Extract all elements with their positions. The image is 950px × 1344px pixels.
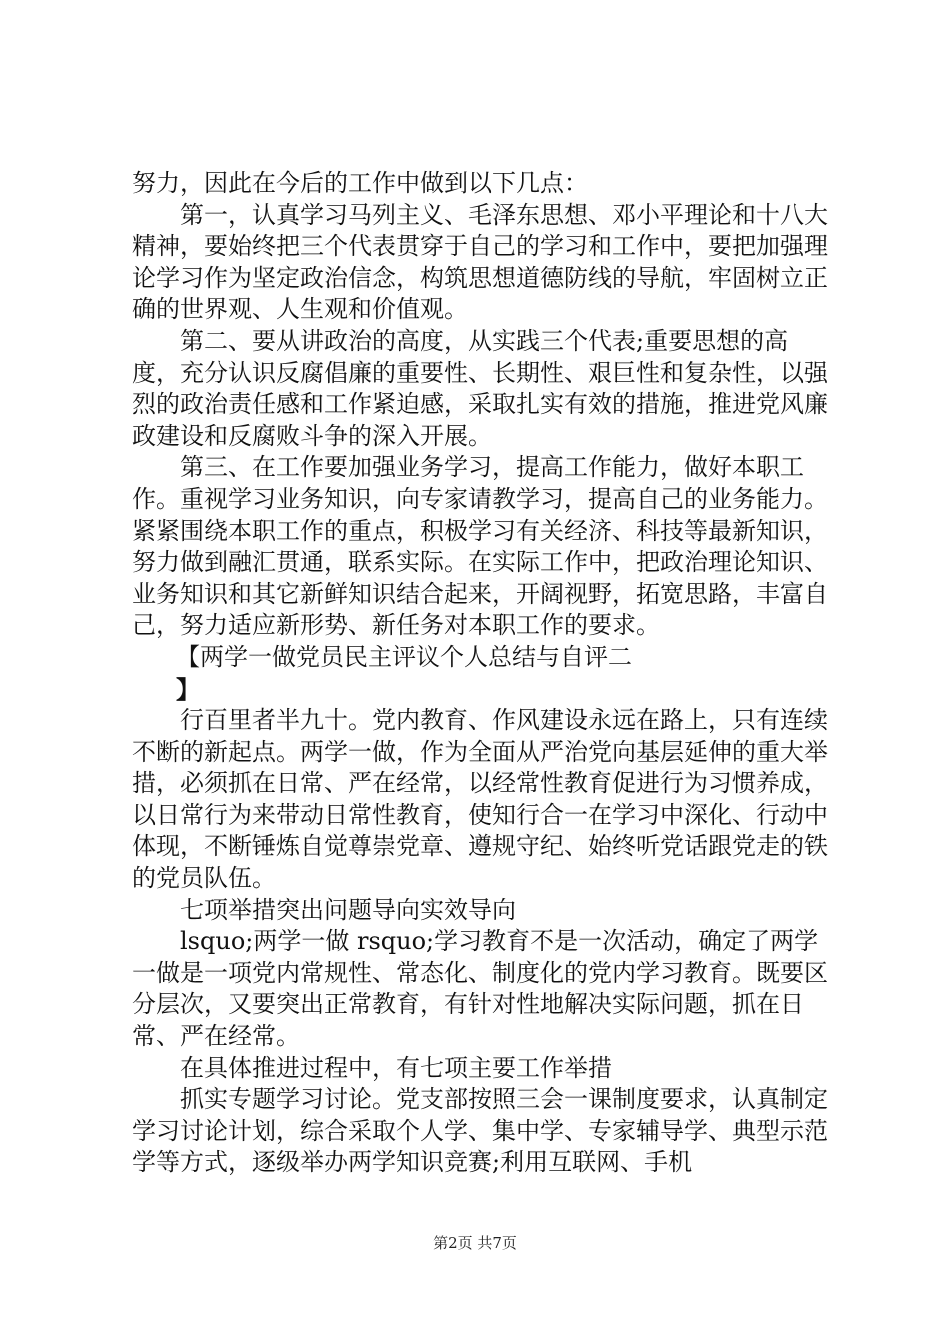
paragraph-study-discussion: 抓实专题学习讨论。党支部按照三会一课制度要求，认真制定学习讨论计划，综合采取个人学、集中学、专家辅导学、典型示范学等方式，逐级举办两学知识竞赛;利用互联网、手机 (132, 1085, 828, 1177)
section-heading-close: 】 (176, 674, 200, 704)
paragraph-journey: 行百里者半九十。党内教育、作风建设永远在路上，只有连续不断的新起点。两学一做，作为全面从严治党向基层延伸的重大举措，必须抓在日常、严在经常，以经常性教育促进行为习惯养成，以日常行为来带动日常性教育，使知行合一在学习中深化、行动中体现，不断锤炼自觉尊崇党章、遵规守纪、始终听党话跟党走的铁的党员队伍。 (132, 706, 828, 893)
paragraph-intro: 努力，因此在今后的工作中做到以下几点： (132, 169, 588, 197)
paragraph-education: lsquo;两学一做 rsquo;学习教育不是一次活动，确定了两学一做是一项党内常规性、常态化、制度化的党内学习教育。既要区分层次，又要突出正常教育，有针对性地解决实际问题，抓在日常、严在经常。 (132, 927, 828, 1051)
document-body (132, 168, 832, 1179)
paragraph-point-one: 第一，认真学习马列主义、毛泽东思想、邓小平理论和十八大精神，要始终把三个代表贯穿于自己的学习和工作中，要把加强理论学习作为坚定政治信念，构筑思想道德防线的导航，牢固树立正确的世界观、人生观和价值观。 (132, 200, 828, 324)
paragraph-seven-measures-intro: 在具体推进过程中，有七项主要工作举措 (180, 1053, 612, 1082)
section-heading: 【两学一做党员民主评议个人总结与自评二 (176, 642, 632, 671)
page-number-footer: 第2页 共7页 (433, 1234, 517, 1252)
paragraph-point-three: 第三、在工作要加强业务学习，提高工作能力，做好本职工作。重视学习业务知识，向专家请教学习，提高自己的业务能力。紧紧围绕本职工作的重点，积极学习有关经济、科技等最新知识，努力做到融汇贯通，联系实际。在实际工作中，把政治理论知识、业务知识和其它新鲜知识结合起来，开阔视野，拓宽思路，丰富自己，努力适应新形势、新任务对本职工作的要求。 (132, 453, 828, 640)
paragraph-point-two: 第二、要从讲政治的高度，从实践三个代表;重要思想的高度，充分认识反腐倡廉的重要性、长期性、艰巨性和复杂性，以强烈的政治责任感和工作紧迫感，采取扎实有效的措施，推进党风廉政建设和反腐败斗争的深入开展。 (132, 326, 828, 450)
paragraph-seven-measures-title: 七项举措突出问题导向实效导向 (180, 895, 516, 924)
